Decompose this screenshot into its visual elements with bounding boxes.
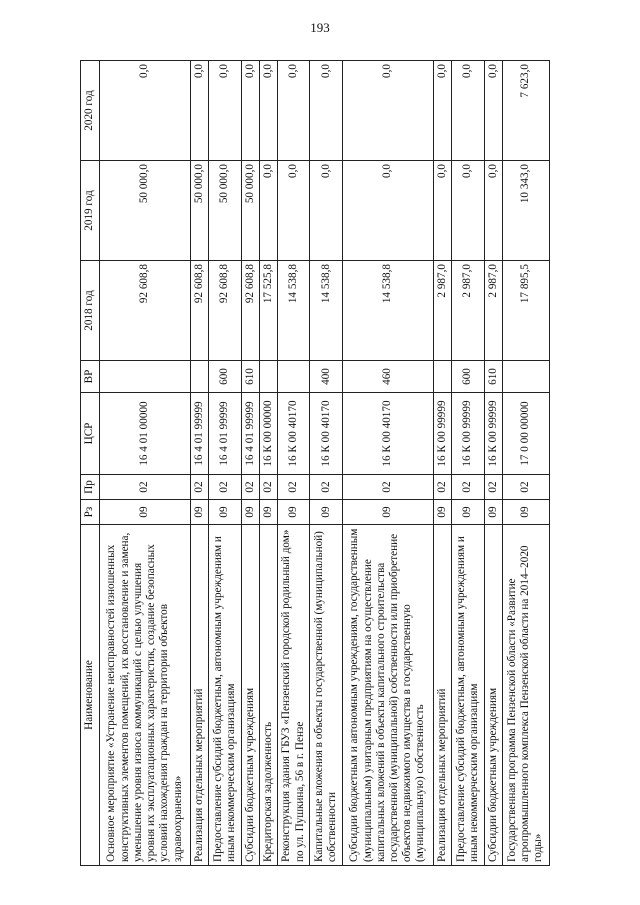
cell-pr: 02 bbox=[310, 475, 343, 500]
cell-csr: 16 4 01 00000 bbox=[100, 393, 191, 475]
cell-2020: 0,0 bbox=[191, 61, 209, 161]
cell-2019: 0,0 bbox=[342, 161, 433, 261]
table-landscape bbox=[80, 61, 550, 866]
cell-2020: 0,0 bbox=[342, 61, 433, 161]
cell-vr: 600 bbox=[209, 361, 242, 393]
cell-csr: 16 К 00 00000 bbox=[259, 393, 277, 475]
cell-pr: 02 bbox=[484, 475, 502, 500]
cell-2018: 17 525,8 bbox=[259, 261, 277, 361]
cell-2019: 50 000,0 bbox=[100, 161, 191, 261]
cell-rz: 09 bbox=[191, 500, 209, 525]
header-name: Наименование bbox=[81, 525, 100, 866]
cell-name: Предоставление субсидий бюджетным, автономным учреждениям и иным некоммерческим организациям bbox=[452, 525, 485, 866]
cell-2019: 50 000,0 bbox=[191, 161, 209, 261]
cell-vr: 610 bbox=[241, 361, 259, 393]
cell-2020: 0,0 bbox=[259, 61, 277, 161]
cell-name: Основное мероприятие «Устранение неисправностей изношенных конструктивных элементов помещений, их восстановление и замена, уменьшение уровня износа коммуникаций с целью улучшения уровня их эксплуатационных характеристик, создание безопасных условий нахождения граждан на территории объектов здравоохранения» bbox=[100, 525, 191, 866]
header-2020: 2020 год bbox=[81, 61, 100, 161]
cell-pr: 02 bbox=[502, 475, 549, 500]
cell-csr: 16 К 00 40170 bbox=[277, 393, 310, 475]
cell-csr: 16 К 00 40170 bbox=[342, 393, 433, 475]
cell-2019: 0,0 bbox=[484, 161, 502, 261]
cell-2018: 2 987,0 bbox=[434, 261, 452, 361]
cell-rz: 09 bbox=[434, 500, 452, 525]
cell-2018: 14 538,8 bbox=[310, 261, 343, 361]
table-row bbox=[209, 61, 242, 866]
cell-rz: 09 bbox=[209, 500, 242, 525]
cell-vr bbox=[191, 361, 209, 393]
cell-name: Субсидии бюджетным учреждениям bbox=[484, 525, 502, 866]
cell-pr: 02 bbox=[277, 475, 310, 500]
cell-rz: 09 bbox=[342, 500, 433, 525]
cell-name: Реализация отдельных мероприятий bbox=[434, 525, 452, 866]
cell-vr bbox=[434, 361, 452, 393]
table-row bbox=[342, 61, 433, 866]
cell-vr bbox=[502, 361, 549, 393]
cell-name: Предоставление субсидий бюджетным, автономным учреждениям и иным некоммерческим организациям bbox=[209, 525, 242, 866]
cell-2020: 0,0 bbox=[310, 61, 343, 161]
cell-vr: 400 bbox=[310, 361, 343, 393]
cell-2018: 14 538,8 bbox=[342, 261, 433, 361]
cell-2019: 10 343,0 bbox=[502, 161, 549, 261]
cell-2019: 0,0 bbox=[310, 161, 343, 261]
cell-pr: 02 bbox=[100, 475, 191, 500]
cell-name: Субсидии бюджетным учреждениям bbox=[241, 525, 259, 866]
cell-pr: 02 bbox=[209, 475, 242, 500]
cell-pr: 02 bbox=[452, 475, 485, 500]
table-body bbox=[100, 61, 550, 866]
cell-2020: 7 623,0 bbox=[502, 61, 549, 161]
page-number: 193 bbox=[310, 20, 330, 35]
header-vr: ВР bbox=[81, 361, 100, 393]
cell-2020: 0,0 bbox=[241, 61, 259, 161]
cell-2019: 50 000,0 bbox=[241, 161, 259, 261]
table-row bbox=[259, 61, 277, 866]
cell-2019: 50 000,0 bbox=[209, 161, 242, 261]
cell-2019: 0,0 bbox=[452, 161, 485, 261]
cell-vr: 610 bbox=[484, 361, 502, 393]
cell-csr: 16 4 01 99999 bbox=[209, 393, 242, 475]
cell-2018: 14 538,8 bbox=[277, 261, 310, 361]
rotated-table-container bbox=[80, 61, 550, 866]
cell-csr: 16 К 00 99999 bbox=[484, 393, 502, 475]
cell-2018: 2 987,0 bbox=[452, 261, 485, 361]
cell-2019: 0,0 bbox=[434, 161, 452, 261]
cell-2020: 0,0 bbox=[277, 61, 310, 161]
cell-vr bbox=[100, 361, 191, 393]
cell-2018: 92 608,8 bbox=[241, 261, 259, 361]
cell-pr: 02 bbox=[191, 475, 209, 500]
cell-vr bbox=[259, 361, 277, 393]
cell-rz: 09 bbox=[100, 500, 191, 525]
cell-rz: 09 bbox=[259, 500, 277, 525]
cell-csr: 16 4 01 99999 bbox=[191, 393, 209, 475]
cell-2019: 0,0 bbox=[277, 161, 310, 261]
table-row bbox=[191, 61, 209, 866]
cell-2018: 92 608,8 bbox=[100, 261, 191, 361]
cell-name: Государственная программа Пензенской области «Развитие агропромышленного комплекса Пензенской области на 2014–2020 годы» bbox=[502, 525, 549, 866]
header-2018: 2018 год bbox=[81, 261, 100, 361]
table-row bbox=[100, 61, 191, 866]
table-row bbox=[277, 61, 310, 866]
cell-name: Реализация отдельных мероприятий bbox=[191, 525, 209, 866]
cell-rz: 09 bbox=[277, 500, 310, 525]
cell-pr: 02 bbox=[259, 475, 277, 500]
cell-rz: 09 bbox=[502, 500, 549, 525]
header-pr: Пр bbox=[81, 475, 100, 500]
cell-csr: 16 К 00 99999 bbox=[434, 393, 452, 475]
cell-pr: 02 bbox=[434, 475, 452, 500]
cell-name: Капитальные вложения в объекты государственной (муниципальной) собственности bbox=[310, 525, 343, 866]
cell-pr: 02 bbox=[342, 475, 433, 500]
cell-csr: 16 4 01 99999 bbox=[241, 393, 259, 475]
cell-csr: 16 К 00 99999 bbox=[452, 393, 485, 475]
cell-name: Субсидии бюджетным и автономным учреждениям, государственным (муниципальным) унитарным предприятиям на осуществление капитальных вложений в объекты капитального строительства государственной (муниципальной) собственности или приобретение объектов недвижимого имущества в государственную (муниципальную) собственность bbox=[342, 525, 433, 866]
table-row bbox=[502, 61, 549, 866]
cell-2020: 0,0 bbox=[209, 61, 242, 161]
table-row bbox=[241, 61, 259, 866]
table-row bbox=[310, 61, 343, 866]
cell-2020: 0,0 bbox=[484, 61, 502, 161]
cell-2020: 0,0 bbox=[100, 61, 191, 161]
budget-table bbox=[80, 60, 550, 866]
table-row bbox=[434, 61, 452, 866]
header-csr: ЦСР bbox=[81, 393, 100, 475]
header-rz: Рз bbox=[81, 500, 100, 525]
cell-2019: 0,0 bbox=[259, 161, 277, 261]
table-row bbox=[484, 61, 502, 866]
cell-2020: 0,0 bbox=[434, 61, 452, 161]
cell-2018: 92 608,8 bbox=[191, 261, 209, 361]
cell-pr: 02 bbox=[241, 475, 259, 500]
cell-rz: 09 bbox=[452, 500, 485, 525]
cell-vr: 460 bbox=[342, 361, 433, 393]
cell-name: Реконструкция здания ГБУЗ «Пензенский городской родильный дом» по ул. Пушкина, 56 в г. Пензе bbox=[277, 525, 310, 866]
table-row bbox=[452, 61, 485, 866]
cell-2018: 2 987,0 bbox=[484, 261, 502, 361]
table-header-row bbox=[81, 61, 100, 866]
cell-name: Кредиторская задолженность bbox=[259, 525, 277, 866]
cell-2018: 92 608,8 bbox=[209, 261, 242, 361]
cell-vr: 600 bbox=[452, 361, 485, 393]
cell-2018: 17 895,5 bbox=[502, 261, 549, 361]
header-2019: 2019 год bbox=[81, 161, 100, 261]
cell-csr: 16 К 00 40170 bbox=[310, 393, 343, 475]
cell-csr: 17 0 00 00000 bbox=[502, 393, 549, 475]
cell-rz: 09 bbox=[484, 500, 502, 525]
cell-rz: 09 bbox=[310, 500, 343, 525]
cell-vr bbox=[277, 361, 310, 393]
cell-2020: 0,0 bbox=[452, 61, 485, 161]
cell-rz: 09 bbox=[241, 500, 259, 525]
